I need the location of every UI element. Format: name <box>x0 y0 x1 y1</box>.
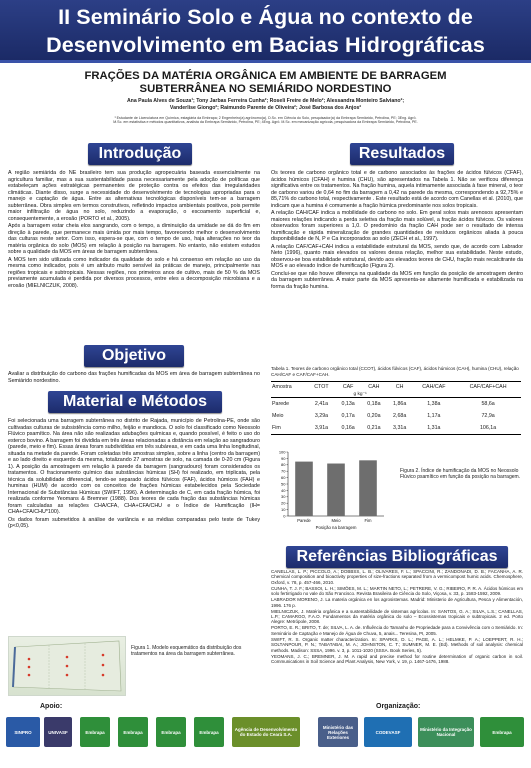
results-paragraph-2: A relação CAH/CAF indica a mobilidade do carbono no solo. Em geral solos mais arenosos apresentam maiores relações indicando a perda seletiva da fração mais solúvel, a fração ácidos fúlvicos. Os valores observados foram superiores a 1,0. O predomínio da fração CAH pode ser o resultado de intensa humificação e rápida mineralização de grandes quantidades de resíduos orgânicos aliada à pouca disponibilidade de N, P e Ca incorporados ao solo (ZECH et al., 1997). <box>271 210 523 242</box>
methods-paragraph-2: Os dados foram submetidos à análise de variância e as médias comparadas pelo teste de Tukey (p<0,05). <box>8 516 260 529</box>
support-logo: Embrapa <box>118 717 148 747</box>
y-tick-label: 90 <box>281 455 286 461</box>
paper-title-line-1: FRAÇÕES DA MATÉRIA ORGÂNICA EM AMBIENTE DE BARRAGEM <box>84 70 447 82</box>
y-tick-label: 20 <box>281 500 286 506</box>
reference-item: SWIFT, R. S. Organic matter characterization. In: SPARKS, D. L.; PAGE, A. L.; HELMKE, P. A.; LOEPPERT, R. H.; SOLTANPOUR, P. N.; TABATABAI, M. A.; JOHNSTON, C. T.; SUMNER, M. E. (Ed). Methods of soil analysis: chemical methods. Madison: SSSA, 1996. v. 3, p. 1011-1020 (SSSA. Book Series, 5). <box>271 636 523 653</box>
section-methods-heading: Material e Métodos <box>48 391 222 413</box>
reference-item: CANELLAS, L. P.; PICCOLO, A.; DOBBSS, L. B.; OLIVARES, F. L.; SPACCINI, R.; ZANDONADI, D. B.; FACANHA, A. R. Chemical composition and bioactivity properties of size-fractions separated from a vermicompost humic acids. Chemosphere, Oxford, v. 78, p. 457-466, 2010. <box>271 569 523 585</box>
support-logo: Agência de Desenvolvimento do Estado do Ceará S.A. <box>232 717 300 747</box>
table-cell: 0,20a <box>367 413 381 419</box>
y-tick-label: 30 <box>281 494 286 500</box>
figure-2-chart <box>272 448 390 534</box>
results-paragraph-3: A relação CAF/CAF+CAH indica a estabilidade estrutural da MOS, sendo que, de acordo com Labrador Neto (1996), quanto mais elevados os valores dessa relação, melhor sua estabilidade. Neste estudo, observou-se boa estabilidade estrutural, devido aos elevados teores de CHU, fração mais recalcitrante da MOS e ao elevado índice de humificação (Figura 2). <box>271 243 523 269</box>
organization-logo: Embrapa <box>480 717 524 747</box>
organization-label: Organização: <box>376 703 421 710</box>
introduction-body <box>8 170 260 290</box>
organization-logo: Ministério das Relações Exteriores <box>318 717 358 747</box>
methods-paragraph-1: Foi selecionada uma barragem subterrânea no distrito de Rajada, município de Petrolina-PE, onde são cultivadas culturas de subsistência como milho, feijão e mandioca. O solo foi classificado como Neossolo Flúvico psamítico. Na área não são realizadas adubações químicas e, quando possível, é feito o uso do esterco bovino. A barragem foi dividida em três áreas relacionadas a distância em relação ao sangradouro (parede, meio e fim). Essas áreas foram subdivididas em três subáreas, e em cada uma linha longitudinal, situada na metade da parede. Foram coletadas três amostras simples, sobre a linha (centro da barragem) e ao lado direito e esquerdo da mesma, totalizando 27 amostras de solo, na camada de 0-20 cm (Figura 1). A posição da amostragem em relação à parede da barragem (sangradouro) foram considerados os tratamentos. O fracionamento químico das substâncias húmicas (SH) foi realizado, em triplicata, pela técnica da solubilidade diferencial, tendo-se separado ácidos fúlvicos (FAF), ácidos húmicos (FAH) e huminas (HUM) de acordo com os conceitos de frações húmicas estabelecidos pela Sociedade Internacional de Substâncias Húmicas (SWIFT, 1996). A determinação de C, em cada fração húmica, foi realizada conforme Yeomans & Bremner (1988). Dos teores de cada fração das substâncias húmicas foram calculadas as relações CHA/CFA, CHA+CFA/CHU e o Índice de Humificação (IH= CHA+CFA/CHU*100). <box>8 418 260 515</box>
support-label: Apoio: <box>40 703 63 710</box>
support-logo: SINPRO <box>6 717 40 747</box>
y-tick-label: 100 <box>278 449 286 455</box>
table-header-cell: CH <box>387 382 413 393</box>
objective-paragraph: Avaliar a distribuição do carbono das frações humificadas da MOS em área de barragem subterrânea no Semiárido nordestino. <box>8 371 260 384</box>
support-logo: UNIVASF <box>44 717 72 747</box>
table-cell: Parede <box>272 401 290 407</box>
results-paragraph-1: Os teores de carbono orgânico total e de carbono associados às frações de ácidos fúlvicos (CFAF), ácidos húmicos (CFAH) e humina (CHU), são apresentados na Tabela 1. Não se verificou diferença significativa entre os tratamentos. Na fração humina, aquela intimamente associada à fase mineral, o teor de carbono variou de 0,64 no fim da barragem a 0,42 na parede da mesma, correspondendo a 92,75% e 85,71% do carbono total, respectivamente . Este resultado está de acordo com Canellas et al. (2010), que indicam que a humina é comumente a fração húmica predominante nos solos tropicais. <box>271 170 523 209</box>
objective-body <box>8 371 260 385</box>
x-tick-label: Fim <box>364 518 372 523</box>
y-tick-label: 0 <box>283 513 286 519</box>
references-list <box>271 569 523 665</box>
table-cell: 0,17a <box>341 413 355 419</box>
x-axis-label: Posição na barragem <box>315 525 357 530</box>
bar <box>327 464 345 516</box>
table-cell: 3,29a <box>314 413 329 419</box>
organization-logo: Ministério da Integração Nacional <box>418 717 474 747</box>
y-tick-label: 10 <box>281 507 286 512</box>
section-objective-heading: Objetivo <box>84 345 184 367</box>
section-results-heading: Resultados <box>350 143 454 165</box>
table-header-cell: Amostra <box>271 382 308 393</box>
header-banner <box>0 0 531 63</box>
y-tick-label: 60 <box>281 475 286 480</box>
bar <box>359 460 377 516</box>
affiliation-line-1: ¹ Estudante de Licenciatura em Química, estagiária da Embrapa; 2 Engenheiro(a) agrônomo(a), D.Sc. em Ciência do Solo, pesquisador(a) da Embrapa Semiárido, Petrolina, PE; 3Eng. Agrô. <box>114 116 417 120</box>
figure-1-caption: Figura 1. Modelo esquemático da distribuição dos tratamentos na área da barragem subterrânea. <box>131 645 242 657</box>
table-cell: 106,1a <box>455 422 521 435</box>
table-header-cell: CAH <box>361 382 387 393</box>
figure-1-schematic <box>8 636 126 696</box>
banner-line-2: Desenvolvimento em Bacias Hidrográficas <box>46 33 485 57</box>
y-tick-label: 80 <box>281 462 286 468</box>
table-header-cell: CAF <box>335 382 361 393</box>
authors-line-2: Vanderlise Giongo²; Raimundo Parente de Oliveira²; José Barbosa dos Anjos² <box>169 105 362 111</box>
methods-body <box>8 418 260 531</box>
section-references-heading: Referências Bibliográficas <box>286 546 508 568</box>
results-paragraph-4: Conclui-se que não houve diferença na qualidade da MOS em função da posição de amostragem dentro da barragem subterrânea. A maior parte da MOS apresenta-se altamente humificada e estabilizada na forma da fração humina. <box>271 270 523 290</box>
table-cell: 2,68a <box>393 413 407 419</box>
results-table <box>271 381 521 435</box>
table-cell: Meio <box>272 413 284 419</box>
paper-title-line-2: SUBTERRÂNEA NO SEMIÁRIDO NORDESTINO <box>139 83 392 95</box>
banner-line-1: II Seminário Solo e Água no contexto de <box>58 5 473 29</box>
table-header-cell: CAH/CAF <box>413 382 456 393</box>
support-logo: Embrapa <box>194 717 224 747</box>
table-header-cell: CAF/CAF+CAH <box>455 382 521 393</box>
section-introduction-heading: Introdução <box>88 143 192 165</box>
table-cell: 58,6a <box>481 401 495 407</box>
table-header-row <box>271 382 521 393</box>
support-logo: Embrapa <box>156 717 186 747</box>
table-header-cell: CTOT <box>308 382 336 393</box>
table-cell: 2,41a <box>314 401 329 407</box>
table-cell: 0,18a <box>367 401 381 407</box>
affiliations <box>10 116 521 125</box>
reference-item: PORTO, E. R.; BRITO, T. de; SILVA, L. A. de. Influência do Tamanho de Propriedade para a Convivência com o Semiárido. In: Seminário de Captação e Manejo de Água de Chuva, 5, anais... Teresina, PI, 2005. <box>271 625 523 636</box>
y-tick-label: 50 <box>281 481 286 487</box>
table-row <box>271 422 521 435</box>
x-tick-label: Parede <box>297 518 311 523</box>
figure-2-caption: Figura 2. Índice de humificação da MOS no Neossolo Flúvico psamítico em função da posição na barragem. <box>400 468 521 480</box>
authors-line-1: Ana Paula Alves de Souza¹; Tony Jarbas Ferreira Cunha²; Roseli Freire de Melo²; Alessandra Monteiro Salviano²; <box>126 98 405 104</box>
table-cell: 3,91a <box>308 422 336 435</box>
table-cell: Fim <box>271 422 308 435</box>
reference-item: YEOMANS, J. C.; BREMNER, J. M. A rapid and precise method for routine determination of organic carbon in soil. Communications in Soil Science and Plant Analysis, New York, v. 19, p. 1467-1476, 1988. <box>271 653 523 665</box>
support-logo: Embrapa <box>80 717 110 747</box>
figure-1-drawing <box>9 637 125 695</box>
table-cell: 0,13a <box>341 401 355 407</box>
table-unit: g kg⁻¹ <box>308 392 413 398</box>
y-tick-label: 70 <box>281 468 286 474</box>
organization-logo: CODEVASF <box>364 717 412 747</box>
y-tick-label: 40 <box>281 487 286 493</box>
affiliation-line-2: M.Sc. em estatística e métodos quantitativos, analista da Embrapa Semiárido, Petrolina, PE; 4Eng. Agrô. M.Sc. em mecanização agrícola, pesquisadora da Embrapa Semiárido, Petrolina, PE. <box>113 120 418 125</box>
intro-paragraph-1: A região semiárida do NE brasileiro tem sua produção agropecuária baseada essencialmente na agricultura familiar, mas a sua sustentabilidade passa necessariamente pela adoção de políticas que estabeleçam ações estratégicas permanentes de proteção contra os efeitos das irregularidades climáticas. Diante disso, surge a necessidade do desenvolvimento de tecnologias apropriadas para o manejo e captação de água. Entre as alternativas tecnológicas disponíveis tem-se a barragem subterrânea. Obra simples em termos construtivos, refletindo impactos ambientais positivos, pois permite maior infiltração de água no solo, reduzindo a evaporação, o escoamento superficial e, consequentemente, a erosão (PORTO et al., 2005). <box>8 170 260 222</box>
table-row <box>271 398 521 411</box>
table-cell: 0,16a <box>335 422 361 435</box>
table-cell: 0,21a <box>361 422 387 435</box>
bar <box>295 462 313 516</box>
table-cell: 1,86a <box>393 401 407 407</box>
table-cell: 1,31a <box>413 422 456 435</box>
table-row <box>271 410 521 422</box>
reference-item: MIELNICZUK, J. Matéria orgânica e a sustentabilidade de sistemas agrícolas. In: SANTOS, G. A.; SILVA, L.S.; CANELLAS, L.P.; CAMARGO, F.A.O. Fundamentos da matéria orgânica do solo – Ecossistemas tropicais e subtropicais. 2 ed. Porto Alegre: Metrópole, 2008. <box>271 608 523 625</box>
x-tick-label: Meio <box>331 518 341 523</box>
reference-item: LABRADOR MORENO, J. La materia orgánica en los agrosistemas. Madrid: Ministerio de Agricultura, Pesca y Alimentación, 1996. 176 p. <box>271 597 523 608</box>
footer <box>0 697 531 768</box>
intro-paragraph-2: Após a barragem estar cheia elos sangrando, com o tempo, a diminuição da umidade se dá do fim em direção à parede, que permanece mais úmida por mais tempo, favorecendo melhor o desenvolvimento das culturas neste setor. Com isso, espera-se que, com o tempo de uso, haja alterações no teor da matéria orgânica do solo (MOS) em relação à posição na barragem. No entanto, não existem estudos sobre a qualidade da MOS em áreas de barragem subterrânea. <box>8 223 260 255</box>
intro-paragraph-3: A MOS tem sido utilizada como indicador da qualidade do solo e há consenso em relação ao uso da mesma como indicador, pois é um atributo muito sensível às práticas de manejo, principalmente nas regiões tropicais e subtropicais. Nessas regiões, nos primeiros anos de cultivo, mais de 50 % da MOS previamente acumulada é perdida por diversos processos, entre eles a decomposição microbiana e a erosão (MIELNICZUK, 2008). <box>8 256 260 289</box>
reference-item: CUNHA, T. J. F.; BASSOI, L. H.; SIMÕES, M. L.; MARTIN NETO, L.; PETRERE, V. G.; RIBEIRO, P. R. A. Ácidos húmicos em solo fertirrigado no vale do São Francisco. Revista Brasileira de Ciência do Solo, Viçosa, v. 33, p. 1583-1592, 2009. <box>271 585 523 597</box>
table-cell: 72,9a <box>481 413 495 419</box>
table-cell: 3,31a <box>387 422 413 435</box>
table-1-caption: Tabela 1. Teores de carbono orgânico total (CCOT), ácidos fúlvicos (CAF), ácidos húmicos (CAH), humina (CHU), relação CAH/CAF e CAF/CAF+CAH. <box>271 366 519 377</box>
results-body <box>271 170 523 291</box>
table-cell: 1,38a <box>427 401 441 407</box>
bar-chart <box>272 448 390 534</box>
table-cell: 1,17a <box>427 413 441 419</box>
